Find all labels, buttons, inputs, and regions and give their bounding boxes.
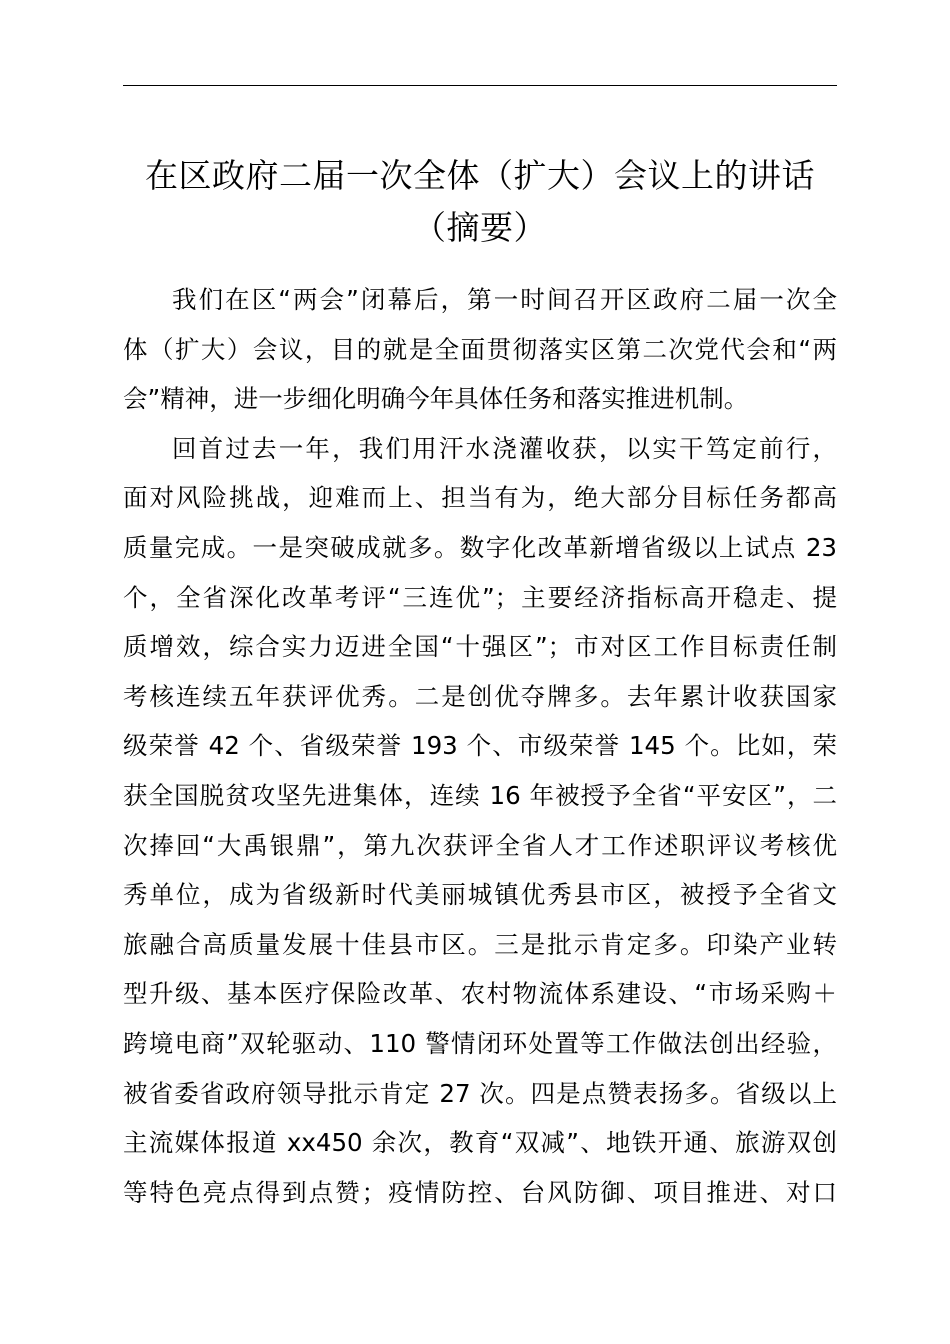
text-line: 考核连续五年获评优秀。二是创优夺牌多。去年累计收获国家: [123, 681, 837, 711]
text-line: 旅融合高质量发展十佳县市区。三是批示肯定多。印染产业转: [123, 929, 837, 959]
text-line: 秀单位，成为省级新时代美丽城镇优秀县市区，被授予全省文: [123, 880, 837, 910]
text-line: 次捧回“大禹银鼎”，第九次获评全省人才工作述职评议考核优: [123, 830, 837, 860]
paragraph-intro: [123, 275, 837, 424]
title-line: 在区政府二届一次全体（扩大）会议上的讲话: [145, 156, 815, 195]
subtitle-line: （摘要）: [413, 208, 547, 247]
text-line: 型升级、基本医疗保险改革、农村物流体系建设、“市场采购＋: [123, 979, 837, 1009]
text-line: 个，全省深化改革考评“三连优”；主要经济指标高开稳走、提: [123, 582, 837, 612]
text-line: 体（扩大）会议，目的就是全面贯彻落实区第二次党代会和“两: [123, 334, 837, 364]
text-line: 级荣誉 42 个、省级荣誉 193 个、市级荣誉 145 个。比如，荣: [123, 731, 837, 761]
paragraph-review: [123, 424, 837, 1218]
text-line: 被省委省政府领导批示肯定 27 次。四是点赞表扬多。省级以上: [123, 1078, 837, 1108]
text-line: 会”精神，进一步细化明确今年具体任务和落实推进机制。: [123, 384, 749, 414]
header-rule: [123, 85, 837, 86]
text-line: 等特色亮点得到点赞；疫情防控、台风防御、项目推进、对口: [123, 1177, 837, 1207]
text-line: 回首过去一年，我们用汗水浇灌收获，以实干笃定前行，: [172, 433, 837, 463]
document-body: [123, 275, 837, 1217]
text-line: 质增效，综合实力迈进全国“十强区”；市对区工作目标责任制: [123, 632, 837, 662]
text-line: 质量完成。一是突破成就多。数字化改革新增省级以上试点 23: [123, 532, 837, 562]
text-line: 面对风险挑战，迎难而上、担当有为，绝大部分目标任务都高: [123, 483, 837, 513]
text-line: 主流媒体报道 xx450 余次，教育“双减”、地铁开通、旅游双创: [123, 1128, 837, 1158]
document-title: [110, 150, 850, 254]
text-line: 跨境电商”双轮驱动、110 警情闭环处置等工作做法创出经验，: [123, 1028, 837, 1058]
text-line: 获全国脱贫攻坚先进集体，连续 16 年被授予全省“平安区”，二: [123, 780, 837, 810]
text-line: 我们在区“两会”闭幕后，第一时间召开区政府二届一次全: [172, 285, 837, 314]
